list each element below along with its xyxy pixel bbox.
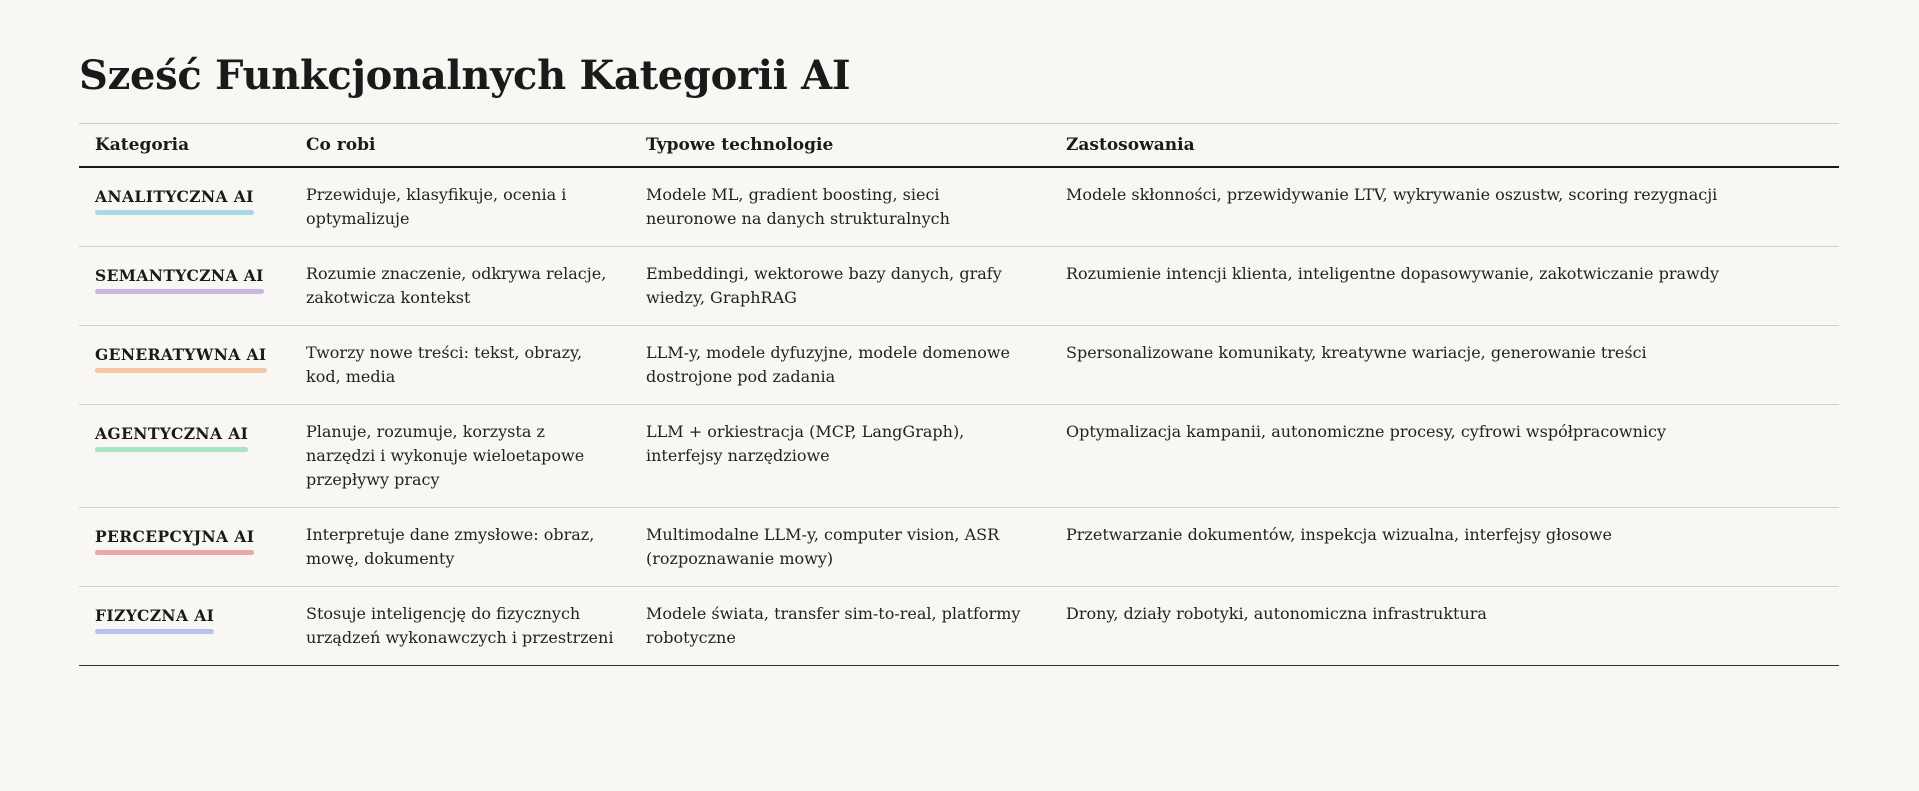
category-label: FIZYCZNA AI [95, 606, 215, 625]
category-label: PERCEPCYJNA AI [95, 527, 255, 546]
uses-cell: Rozumienie intencji klienta, inteligentne dopasowywanie, zakotwiczanie prawdy [1066, 264, 1719, 283]
category-label: SEMANTYCZNA AI [95, 266, 264, 285]
category-color-bar [95, 210, 254, 215]
what-cell: Rozumie znaczenie, odkrywa relacje, zakotwicza kontekst [306, 264, 607, 307]
uses-cell: Optymalizacja kampanii, autonomiczne procesy, cyfrowi współpracownicy [1066, 422, 1667, 441]
category-label: GENERATYWNA AI [95, 345, 267, 364]
tech-cell: LLM + orkiestracja (MCP, LangGraph), interfejsy narzędziowe [646, 422, 965, 465]
category-tag [95, 187, 254, 215]
what-cell: Stosuje inteligencję do fizycznych urządzeń wykonawczych i przestrzeni [306, 604, 614, 647]
what-cell: Przewiduje, klasyfikuje, ocenia i optymalizuje [306, 185, 567, 228]
category-color-bar [95, 447, 248, 452]
tech-cell: Multimodalne LLM-y, computer vision, ASR (rozpoznawanie mowy) [646, 525, 1000, 568]
category-color-bar [95, 629, 214, 634]
category-tag [95, 606, 214, 634]
tech-cell: Modele ML, gradient boosting, sieci neuronowe na danych strukturalnych [646, 185, 950, 228]
category-color-bar [95, 289, 264, 294]
category-tag [95, 345, 267, 373]
category-cell [79, 326, 290, 405]
uses-cell: Drony, działy robotyki, autonomiczna infrastruktura [1066, 604, 1487, 623]
category-cell [79, 405, 290, 508]
table-header-row [79, 124, 1839, 168]
column-header-uses: Zastosowania [1066, 135, 1195, 155]
tech-cell: LLM-y, modele dyfuzyjne, modele domenowe dostrojone pod zadania [646, 343, 1010, 386]
table-row [79, 508, 1839, 587]
what-cell: Interpretuje dane zmysłowe: obraz, mowę, dokumenty [306, 525, 595, 568]
category-cell [79, 167, 290, 247]
column-header-what: Co robi [306, 135, 376, 155]
tech-cell: Embeddingi, wektorowe bazy danych, grafy wiedzy, GraphRAG [646, 264, 1002, 307]
table-row [79, 167, 1839, 247]
table-row [79, 405, 1839, 508]
category-cell [79, 247, 290, 326]
table-row [79, 247, 1839, 326]
category-tag [95, 527, 254, 555]
categories-table [79, 123, 1839, 666]
category-tag [95, 266, 264, 294]
uses-cell: Modele skłonności, przewidywanie LTV, wykrywanie oszustw, scoring rezygnacji [1066, 185, 1718, 204]
table-row [79, 326, 1839, 405]
tech-cell: Modele świata, transfer sim-to-real, platformy robotyczne [646, 604, 1021, 647]
category-label: AGENTYCZNA AI [95, 424, 249, 443]
column-header-tech: Typowe technologie [646, 135, 834, 155]
category-tag [95, 424, 248, 452]
what-cell: Planuje, rozumuje, korzysta z narzędzi i wykonuje wieloetapowe przepływy pracy [306, 422, 585, 489]
category-cell [79, 587, 290, 666]
category-color-bar [95, 368, 267, 373]
category-color-bar [95, 550, 254, 555]
uses-cell: Spersonalizowane komunikaty, kreatywne wariacje, generowanie treści [1066, 343, 1647, 362]
category-cell [79, 508, 290, 587]
column-header-category: Kategoria [95, 135, 190, 155]
page-title: Sześć Funkcjonalnych Kategorii AI [79, 52, 851, 99]
uses-cell: Przetwarzanie dokumentów, inspekcja wizualna, interfejsy głosowe [1066, 525, 1612, 544]
table-row [79, 587, 1839, 666]
what-cell: Tworzy nowe treści: tekst, obrazy, kod, media [306, 343, 583, 386]
category-label: ANALITYCZNA AI [95, 187, 254, 206]
